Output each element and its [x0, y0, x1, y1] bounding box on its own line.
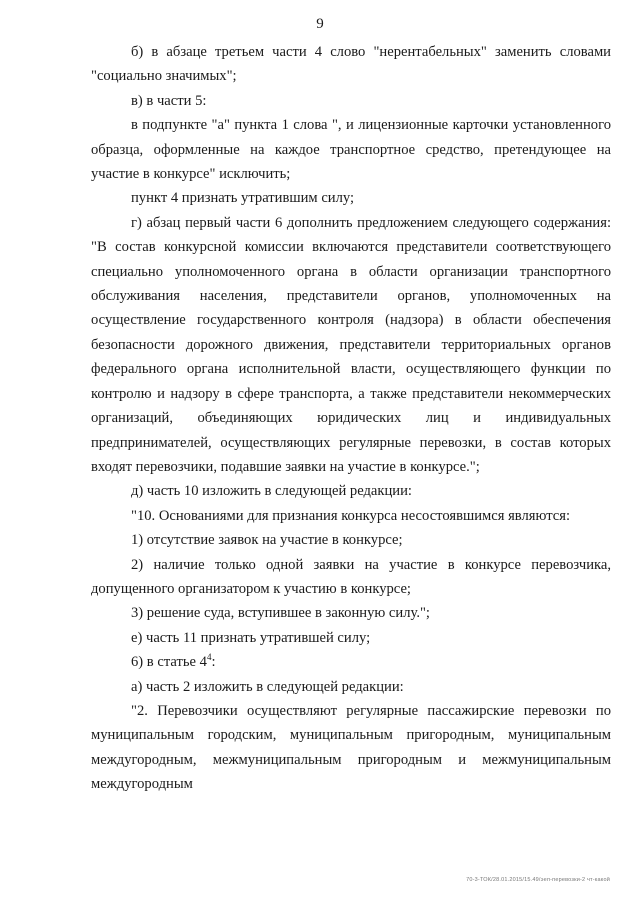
paragraph: г) абзац первый части 6 дополнить предложением следующего содержания: "В состав конкурсной комиссии включаются представители соответствующего специально уполномоченного органа в области организации транспортного обслуживания населения, представители органов, уполномоченных на осуществление государственного контроля (надзора) в области обеспечения безопасности дорожного движения, представители территориальных органов федерального органа исполнительной власти, осуществляющего функции по контролю и надзору в сфере транспорта, а также представители некоммерческих организаций, объединяющих юридических лиц и индивидуальных предпринимателей, осуществляющих регулярные перевозки, в состав которых входят перевозчики, подавшие заявки на участие в конкурсе."; [91, 214, 611, 475]
paragraph: "2. Перевозчики осуществляют регулярные пассажирские перевозки по муниципальным городским, муниципальным пригородным, муниципальным междугородным, межмуниципальным пригородным и межмуниципальным междугородным [91, 702, 611, 793]
paragraph: 2) наличие только одной заявки на участие в конкурсе перевозчика, допущенного организатором к участию в конкурсе; [91, 556, 611, 597]
paragraph: е) часть 11 признать утратившей силу; [131, 629, 371, 646]
paragraph: "10. Основаниями для признания конкурса несостоявшимся являются: [131, 507, 571, 524]
article-text: 6) в статье 4 [131, 654, 207, 671]
article-suffix: : [211, 654, 216, 671]
paragraph: в) в части 5: [131, 92, 207, 109]
paragraph: 1) отсутствие заявок на участие в конкурсе; [131, 532, 403, 549]
paragraph: пункт 4 признать утратившим силу; [131, 190, 355, 207]
paragraph: а) часть 2 изложить в следующей редакции: [131, 678, 404, 695]
article-superscript: 4 [206, 652, 212, 663]
paragraph: 3) решение суда, вступившее в законную силу."; [131, 605, 430, 622]
document-body [91, 40, 611, 797]
footer-reference: 70-3-ТОК/28.01.2015/15.49/эеп-перевозки-2 чт-какой [466, 877, 610, 883]
paragraph: б) в абзаце третьем части 4 слово "нерентабельных" заменить словами "социально значимых"; [91, 44, 611, 85]
article-paragraph [91, 650, 611, 674]
paragraph: д) часть 10 изложить в следующей редакции: [131, 483, 412, 500]
page-number: 9 [316, 16, 324, 32]
paragraph: в подпункте "а" пункта 1 слова ", и лицензионные карточки установленного образца, оформленные на каждое транспортное средство, претендующее на участие в конкурсе" исключить; [91, 117, 611, 183]
